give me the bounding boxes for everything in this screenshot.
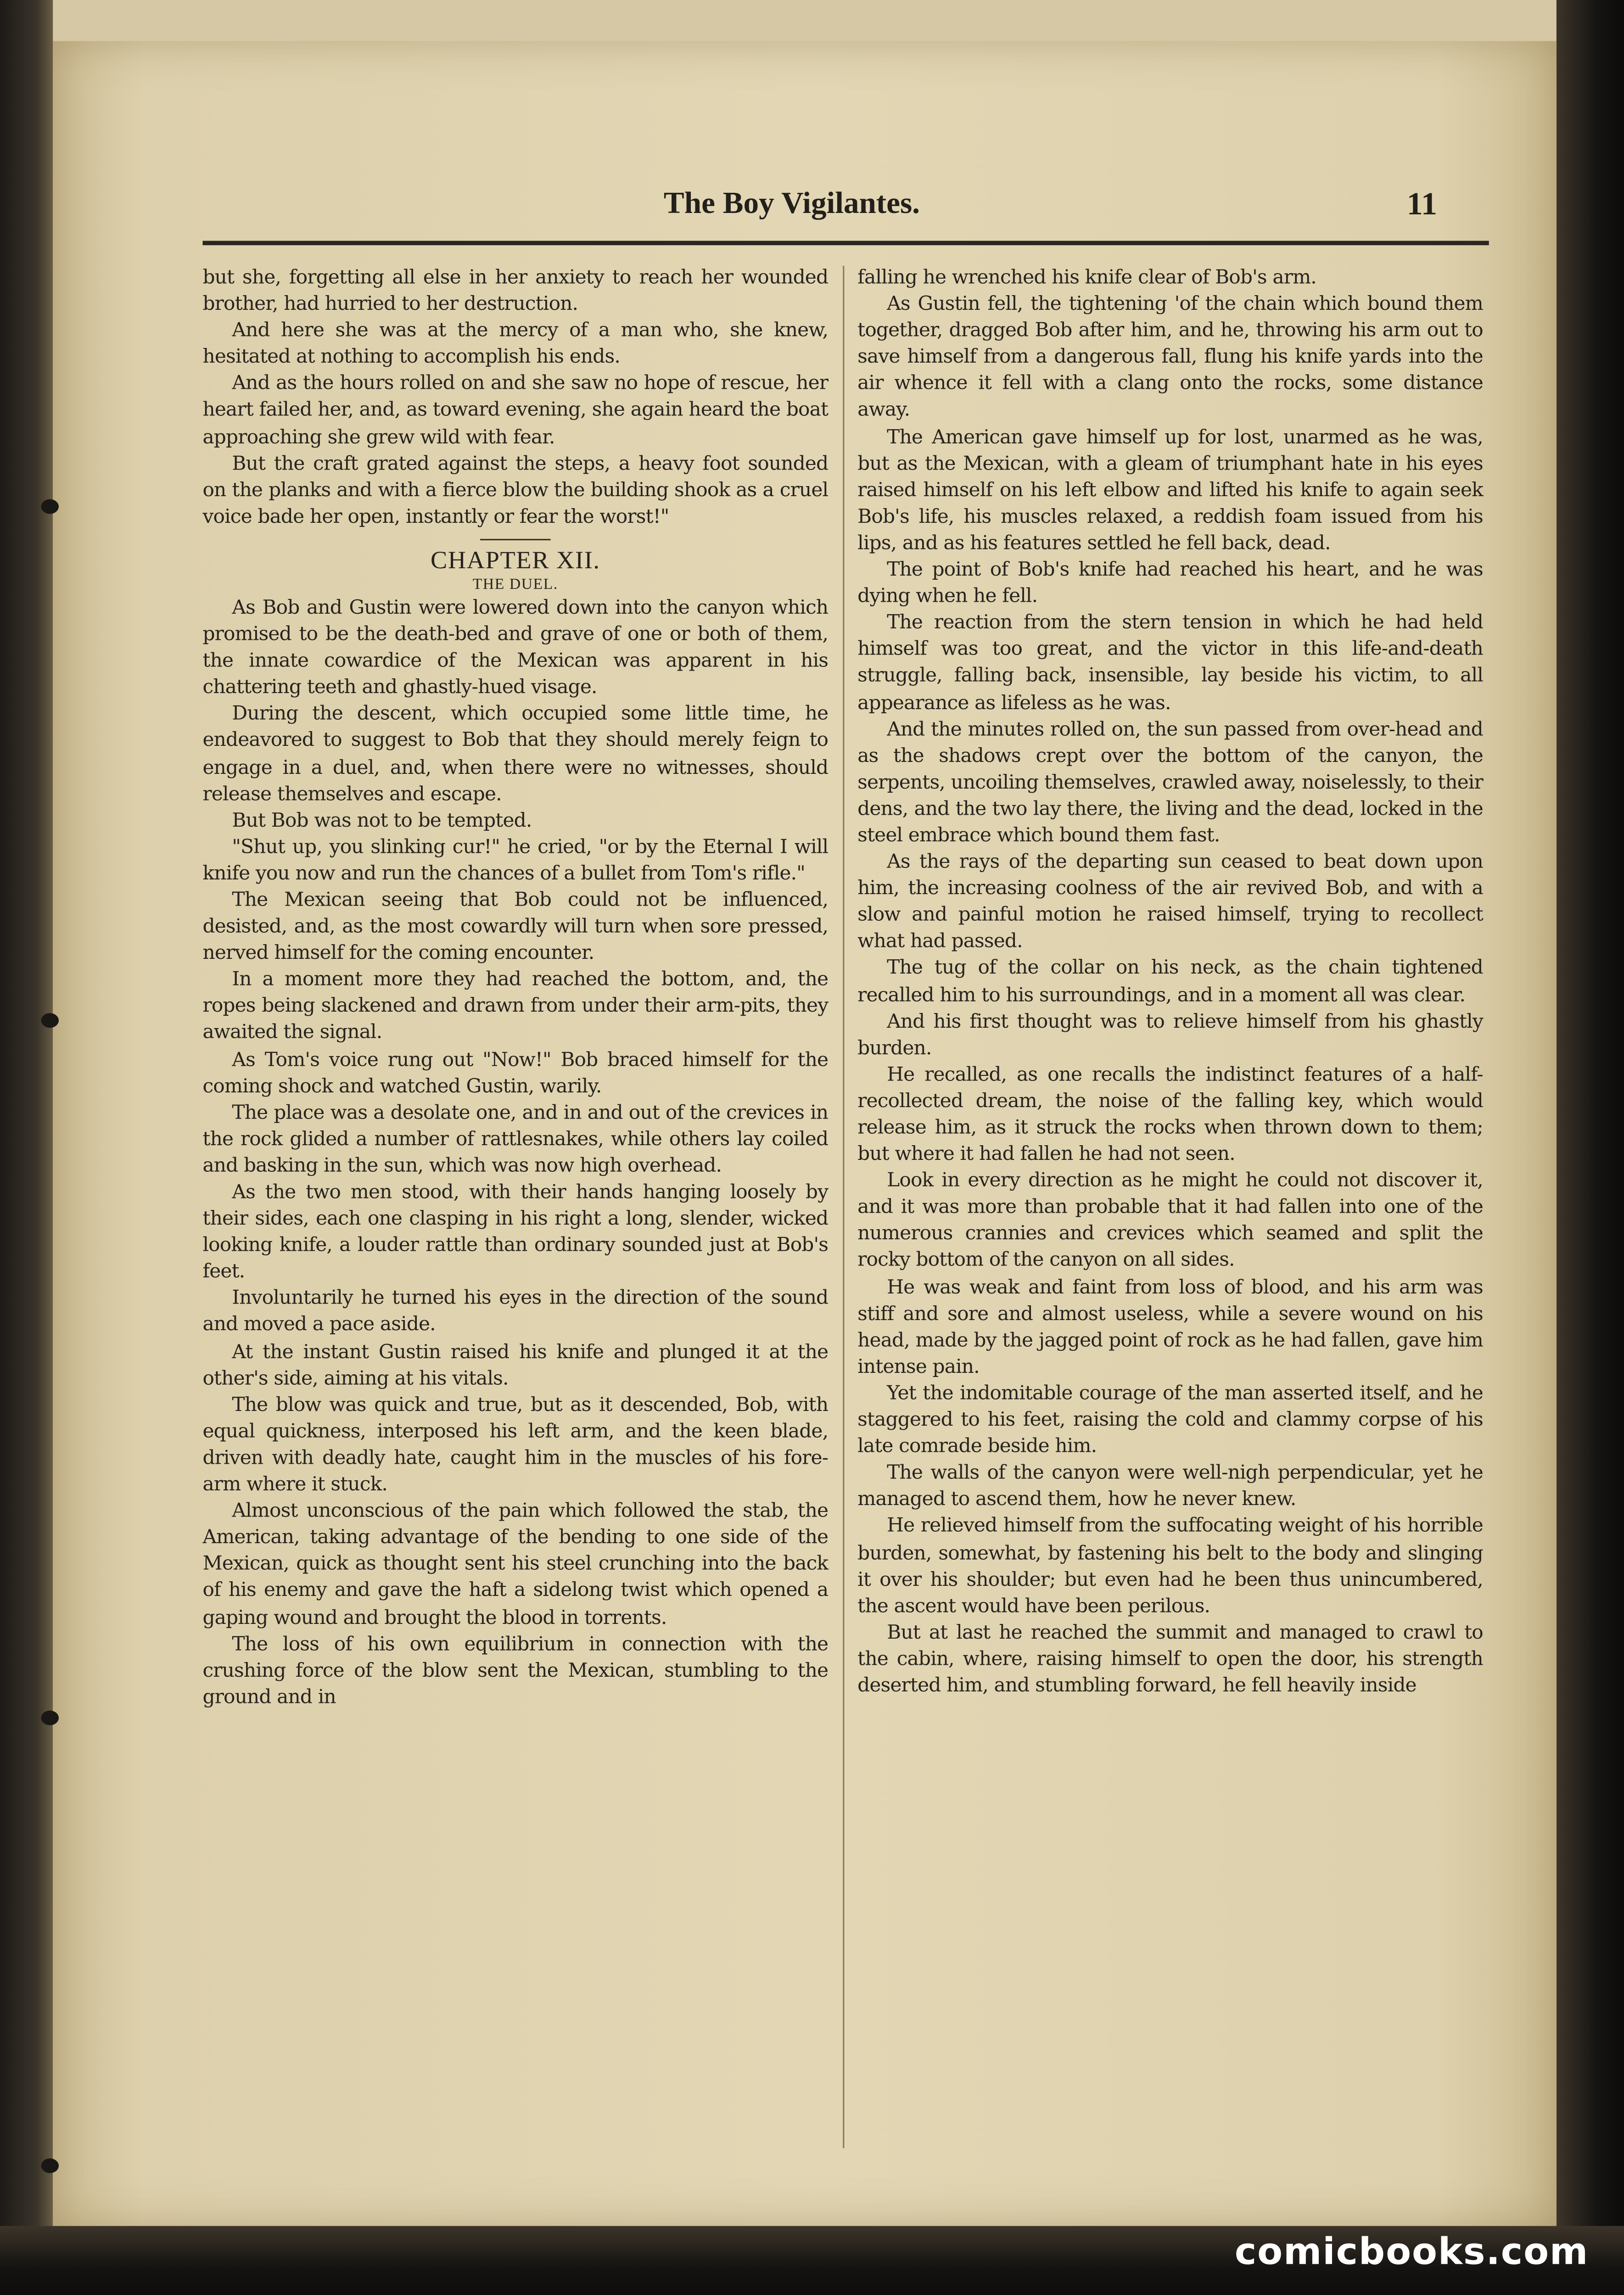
paragraph: The loss of his own equilibrium in connection with the crushing force of the blow sent the Mexican, stumbling to the ground and in: [202, 1634, 829, 1709]
paragraph: As Tom's voice rung out "Now!" Bob braced himself for the coming shock and watched Gustin, warily.: [202, 1049, 829, 1098]
paragraph: The point of Bob's knife had reached his heart, and he was dying when he fell.: [857, 559, 1483, 608]
paragraph: He was weak and faint from loss of blood, and his arm was stiff and sore and almost useless, while a severe wound on his head, made by the jagged point of rock as he had fallen, gave him intense pain.: [857, 1276, 1483, 1379]
paragraph: Involuntarily he turned his eyes in the direction of the sound and moved a pace aside.: [202, 1288, 829, 1337]
right-column: [857, 266, 1483, 1701]
staple-hole: [41, 499, 59, 514]
paragraph: The reaction from the stern tension in which he had held himself was too great, and the victor in this life-and-death struggle, falling back, insensible, lay beside his victim, to all appearance as lifeless as he was.: [857, 612, 1483, 715]
paragraph: And his first thought was to relieve himself from his ghastly burden.: [857, 1011, 1483, 1060]
paragraph: The Mexican seeing that Bob could not be influenced, desisted, and, as the most cowardly will turn when sore pressed, nerved himself for the coming encounter.: [202, 890, 829, 965]
paragraph: The walls of the canyon were well-nigh perpendicular, yet he managed to ascend them, how he never knew.: [857, 1462, 1483, 1511]
paragraph: He recalled, as one recalls the indistinct features of a half-recollected dream, the noise of the falling key, which would release him, as it struck the rocks when thrown down to them; but where it had fallen he had not seen.: [857, 1064, 1483, 1166]
paragraph: But Bob was not to be tempted.: [232, 810, 532, 832]
paragraph: He relieved himself from the suffocating weight of his horrible burden, somewhat, by fastening his belt to the body and slinging it over his shoulder; but even had he been thus unincumbered, the ascent would have been perilous.: [857, 1516, 1483, 1618]
chapter-title: CHAPTER XII.: [430, 546, 600, 574]
paragraph: As Gustin fell, the tightening 'of the chain which bound them together, dragged Bob after him, and he, throwing his arm out to save himself from a dangerous fall, flung his knife yards into the air whence it fell with a clang onto the rocks, some distance away.: [857, 294, 1483, 422]
paragraph: Almost unconscious of the pain which followed the stab, the American, taking advantage of the bending to one side of the Mexican, quick as thought sent his steel crunching into the back of his enemy and gave the haft a sidelong twist which opened a gaping wound and brought the blood in torrents.: [202, 1500, 829, 1629]
paragraph: Yet the indomitable courage of the man asserted itself, and he staggered to his feet, raising the cold and clammy corpse of his late comrade beside him.: [857, 1383, 1483, 1458]
column-divider: [843, 266, 844, 2148]
scan-background-right: [1557, 0, 1624, 2295]
paragraph: And here she was at the mercy of a man who, she knew, hesitated at nothing to accomplish his ends.: [202, 320, 829, 369]
watermark: comicbooks.com: [1234, 2230, 1589, 2273]
paragraph: As the two men stood, with their hands hanging loosely by their sides, each one clasping in his right a long, slender, wicked looking knife, a louder rattle than ordinary sounded just at Bob's feet.: [202, 1182, 829, 1284]
paragraph: As Bob and Gustin were lowered down into the canyon which promised to be the death-bed and grave of one or both of them, the innate cowardice of the Mexican was apparent in his chattering teeth and ghastly-hued visage.: [202, 597, 829, 700]
paragraph: Look in every direction as he might he could not discover it, and it was more than probable that it had fallen into one of the numerous crannies and crevices which seamed and split the rocky bottom of the canyon on all sides.: [857, 1170, 1483, 1272]
staple-hole: [41, 1711, 59, 1725]
paragraph: At the instant Gustin raised his knife and plunged it at the other's side, aiming at his vitals.: [202, 1341, 829, 1390]
paragraph: And as the hours rolled on and she saw no hope of rescue, her heart failed her, and, as toward evening, she again heard the boat approaching she grew wild with fear.: [202, 373, 829, 449]
paragraph: As the rays of the departing sun ceased to beat down upon him, the increasing coolness of the air revived Bob, and with a slow and painful motion he raised himself, trying to recollect what had passed.: [857, 851, 1483, 954]
paragraph: The blow was quick and true, but as it descended, Bob, with equal quickness, interposed his left arm, and the keen blade, driven with deadly hate, caught him in the muscles of his fore-arm where it stuck.: [202, 1394, 829, 1496]
staple-hole: [41, 2158, 59, 2173]
paragraph: In a moment more they had reached the bottom, and, the ropes being slackened and drawn from under their arm-pits, they awaited the signal.: [202, 969, 829, 1045]
paragraph: "Shut up, you slinking cur!" he cried, "or by the Eternal I will knife you now and run the chances of a bullet from Tom's rifle.": [202, 836, 829, 885]
paragraph: falling he wrenched his knife clear of Bob's arm.: [857, 267, 1316, 290]
paragraph: but she, forgetting all else in her anxiety to reach her wounded brother, had hurried to her destruction.: [202, 267, 829, 316]
paragraph: And the minutes rolled on, the sun passed from over-head and as the shadows crept over the bottom of the canyon, the serpents, uncoiling themselves, crawled away, noiselessly, to their dens, and the two lay there, the living and the dead, locked in the steel embrace which bound them fast.: [857, 719, 1483, 847]
paragraph: But at last he reached the summit and managed to crawl to the cabin, where, raising himself to open the door, his strength deserted him, and stumbling forward, he fell heavily inside: [857, 1622, 1483, 1697]
paragraph: The place was a desolate one, and in and out of the crevices in the rock glided a number of rattlesnakes, while others lay coiled and basking in the sun, which was now high overhead.: [202, 1102, 829, 1178]
binding-edge: [0, 0, 53, 2295]
section-separator: [480, 539, 551, 540]
paragraph: The American gave himself up for lost, unarmed as he was, but as the Mexican, with a gleam of triumphant hate in his eyes raised himself on his left elbow and lifted his knife to again seek Bob's life, his muscles relaxed, a reddish foam issued from his lips, and as his features settled he fell back, dead.: [857, 426, 1483, 555]
page-number: 11: [1406, 185, 1438, 222]
chapter-subtitle: THE DUEL.: [472, 577, 558, 593]
staple-hole: [41, 1013, 59, 1028]
paragraph: During the descent, which occupied some little time, he endeavored to suggest to Bob that they should merely feign to engage in a duel, and, when there were no witnesses, should release themselves and escape.: [202, 704, 829, 806]
paragraph: But the craft grated against the steps, a heavy foot sounded on the planks and with a fierce blow the building shook as a cruel voice bade her open, instantly or fear the worst!": [202, 453, 829, 529]
left-column: [202, 266, 828, 1712]
paragraph: The tug of the collar on his neck, as the chain tightened recalled him to his surroundings, and in a moment all was clear.: [857, 958, 1483, 1007]
running-title: The Boy Vigilantes.: [663, 185, 920, 220]
header-rule: [202, 241, 1489, 246]
